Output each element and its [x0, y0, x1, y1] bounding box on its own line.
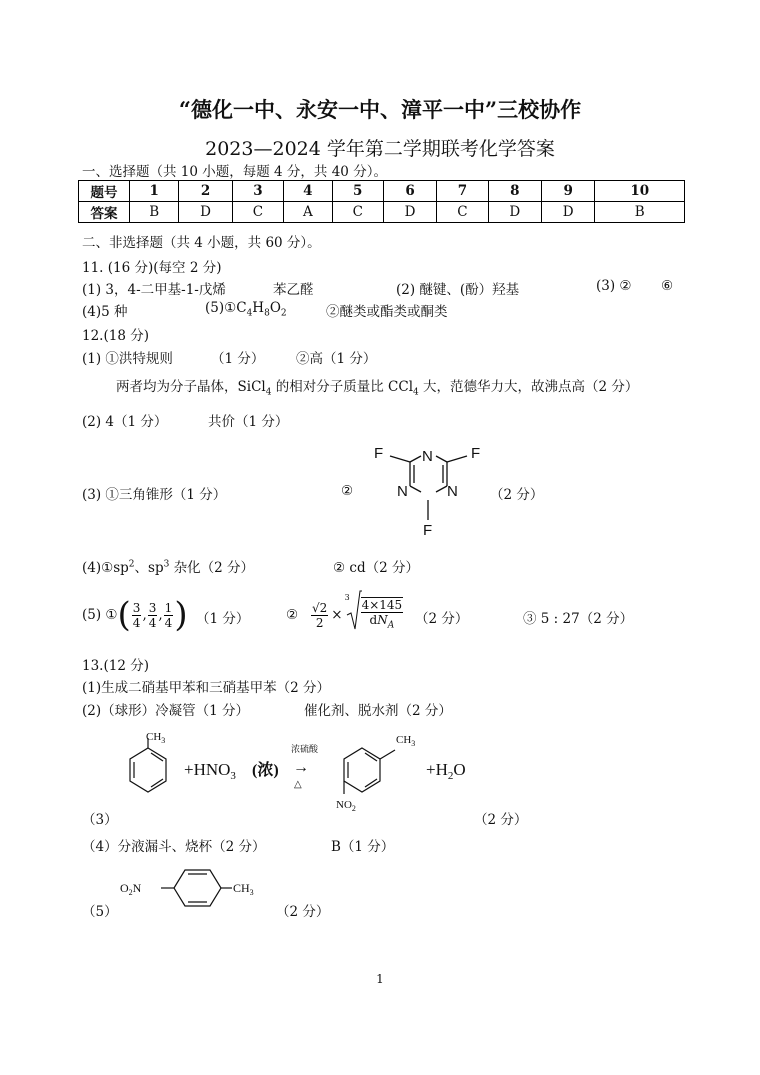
table-cell-answer: B	[595, 202, 685, 223]
ring-atom-f: F	[423, 522, 433, 539]
reaction-arrow: →	[293, 759, 309, 776]
q13-line5-score: （2 分）	[276, 904, 330, 920]
table-cell-answer: D	[488, 202, 541, 223]
q12-line1c: ②高（1 分）	[296, 351, 377, 367]
q12-line2: 两者均为分子晶体，SiCl$_4$ 的相对分子质量比 CCl$_4$ 大，范德华力大，故沸点高（2 分）	[116, 379, 639, 398]
table-cell-number: 8	[488, 181, 541, 202]
nitration-reaction-scheme	[110, 728, 490, 820]
product-h2o: $+H_2O$	[426, 760, 466, 782]
q12-line1a: (1) ①洪特规则	[82, 351, 173, 367]
q12-line5: $(4)①sp^2$、$sp^3$ 杂化（2 分）	[82, 559, 255, 576]
table-cell-number: 10	[595, 181, 685, 202]
q12-line6b: （1 分）	[196, 611, 250, 627]
q12-line5d: ② cd（2 分）	[333, 560, 419, 576]
q12-line4a: (3) ①三角锥形（1 分）	[82, 487, 227, 503]
table-cell-answer: C	[437, 202, 488, 223]
trifluorotriazine-structure	[368, 442, 493, 542]
q11-part3: (3) ②	[596, 278, 632, 294]
q12-line6a: (5) ① ( $\frac{3}{4}$ , $\frac{3}{4}$ , $\frac{1}{4}$ )	[82, 595, 188, 635]
q12-line3b: 共价（1 分）	[208, 414, 289, 430]
q13-header: 13.(12 分)	[82, 658, 149, 674]
nitro-group: $O_2N$	[120, 881, 142, 897]
q12-line1b: （1 分）	[211, 351, 265, 367]
table-cell-number: 1	[130, 181, 179, 202]
table-cell-number: 6	[383, 181, 436, 202]
table-row-answers	[79, 202, 685, 223]
q13-line5-label: （5）	[82, 904, 118, 920]
table-row-label: 题号	[79, 181, 130, 202]
table-cell-answer: C	[232, 202, 283, 223]
ring-atom-n: N	[447, 483, 458, 500]
q12-root-expression: $\frac{√2}{2}$ × 3 $\frac{4\times 145}{dN_A}$	[310, 593, 404, 637]
reagent-conc: (浓)	[252, 762, 279, 779]
section1-heading: 一、选择题（共 10 小题，每题 4 分，共 40 分）。	[82, 164, 387, 180]
toluene-ch3: $CH_3$	[146, 731, 166, 745]
q13-line1: (1)生成二硝基甲苯和三硝基甲苯（2 分）	[82, 680, 331, 696]
q13-line3-label: （3）	[82, 812, 118, 828]
table-cell-number: 3	[232, 181, 283, 202]
q11-part2: (2) 醚键、(酚）羟基	[396, 282, 520, 298]
q13-line2b: 催化剂、脱水剂（2 分）	[304, 703, 452, 719]
q11-part1: (1) 3，4-二甲基-1-戊烯	[82, 282, 226, 298]
catalyst-label: 浓硫酸	[291, 744, 319, 754]
q11-header: 11. (16 分)(每空 2 分)	[82, 260, 222, 276]
table-cell-answer: C	[332, 202, 383, 223]
ring-atom-f: F	[471, 445, 481, 462]
section2-heading: 二、非选择题（共 4 小题，共 60 分）。	[82, 235, 321, 251]
q12-line6c: ②	[286, 607, 299, 623]
methyl-group: $CH_3$	[233, 881, 254, 897]
table-cell-answer: B	[130, 202, 179, 223]
q12-header: 12.(18 分)	[82, 328, 149, 344]
q11-part5b: ②醚类或酯类或酮类	[326, 304, 448, 320]
q13-line3-score: （2 分）	[474, 812, 528, 828]
page-subtitle: 2023—2024 学年第二学期联考化学答案	[205, 138, 555, 160]
ring-atom-n: N	[397, 483, 408, 500]
table-cell-answer: D	[179, 202, 232, 223]
q11-part4: (4)5 种	[82, 304, 128, 320]
table-cell-number: 4	[284, 181, 333, 202]
q11-part1b: 苯乙醛	[273, 282, 314, 298]
q12-line6d: （2 分）	[415, 611, 469, 627]
q12-line4c: （2 分）	[490, 487, 544, 503]
product-ch3: $CH_3$	[396, 734, 416, 748]
table-cell-number: 5	[332, 181, 383, 202]
table-cell-number: 7	[437, 181, 488, 202]
q12-line6e: ③ 5 : 27（2 分）	[523, 611, 634, 627]
page-title: “德化一中、永安一中、漳平一中”三校协作	[178, 97, 582, 122]
q13-line2a: (2)（球形）冷凝管（1 分）	[82, 703, 250, 719]
answer-table	[78, 180, 685, 223]
q12-line4b: ②	[341, 483, 354, 499]
radical-sign	[346, 589, 362, 633]
ring-atom-f: F	[374, 445, 384, 462]
table-cell-answer: D	[383, 202, 436, 223]
q13-line4b: B（1 分）	[331, 839, 395, 855]
q13-line4a: （4）分液漏斗、烧杯（2 分）	[82, 839, 266, 855]
q11-part3b: ⑥	[661, 278, 674, 294]
table-cell-number: 2	[179, 181, 232, 202]
heat-symbol: △	[294, 779, 302, 790]
product-no2: $NO_2$	[336, 799, 356, 813]
table-cell-answer: D	[541, 202, 594, 223]
table-cell-number: 9	[541, 181, 594, 202]
page-number: 1	[376, 972, 384, 986]
q12-line3a: (2) 4（1 分）	[82, 414, 168, 430]
q11-part5: $(5)①C_4H_8O_2$	[205, 300, 287, 319]
p-nitrotoluene-structure	[118, 862, 278, 914]
table-cell-answer: A	[284, 202, 333, 223]
ring-atom-n: N	[422, 448, 433, 465]
table-row-numbers	[79, 181, 685, 202]
table-row-label: 答案	[79, 202, 130, 223]
reagent-hno3: $+HNO_3$	[184, 760, 236, 782]
